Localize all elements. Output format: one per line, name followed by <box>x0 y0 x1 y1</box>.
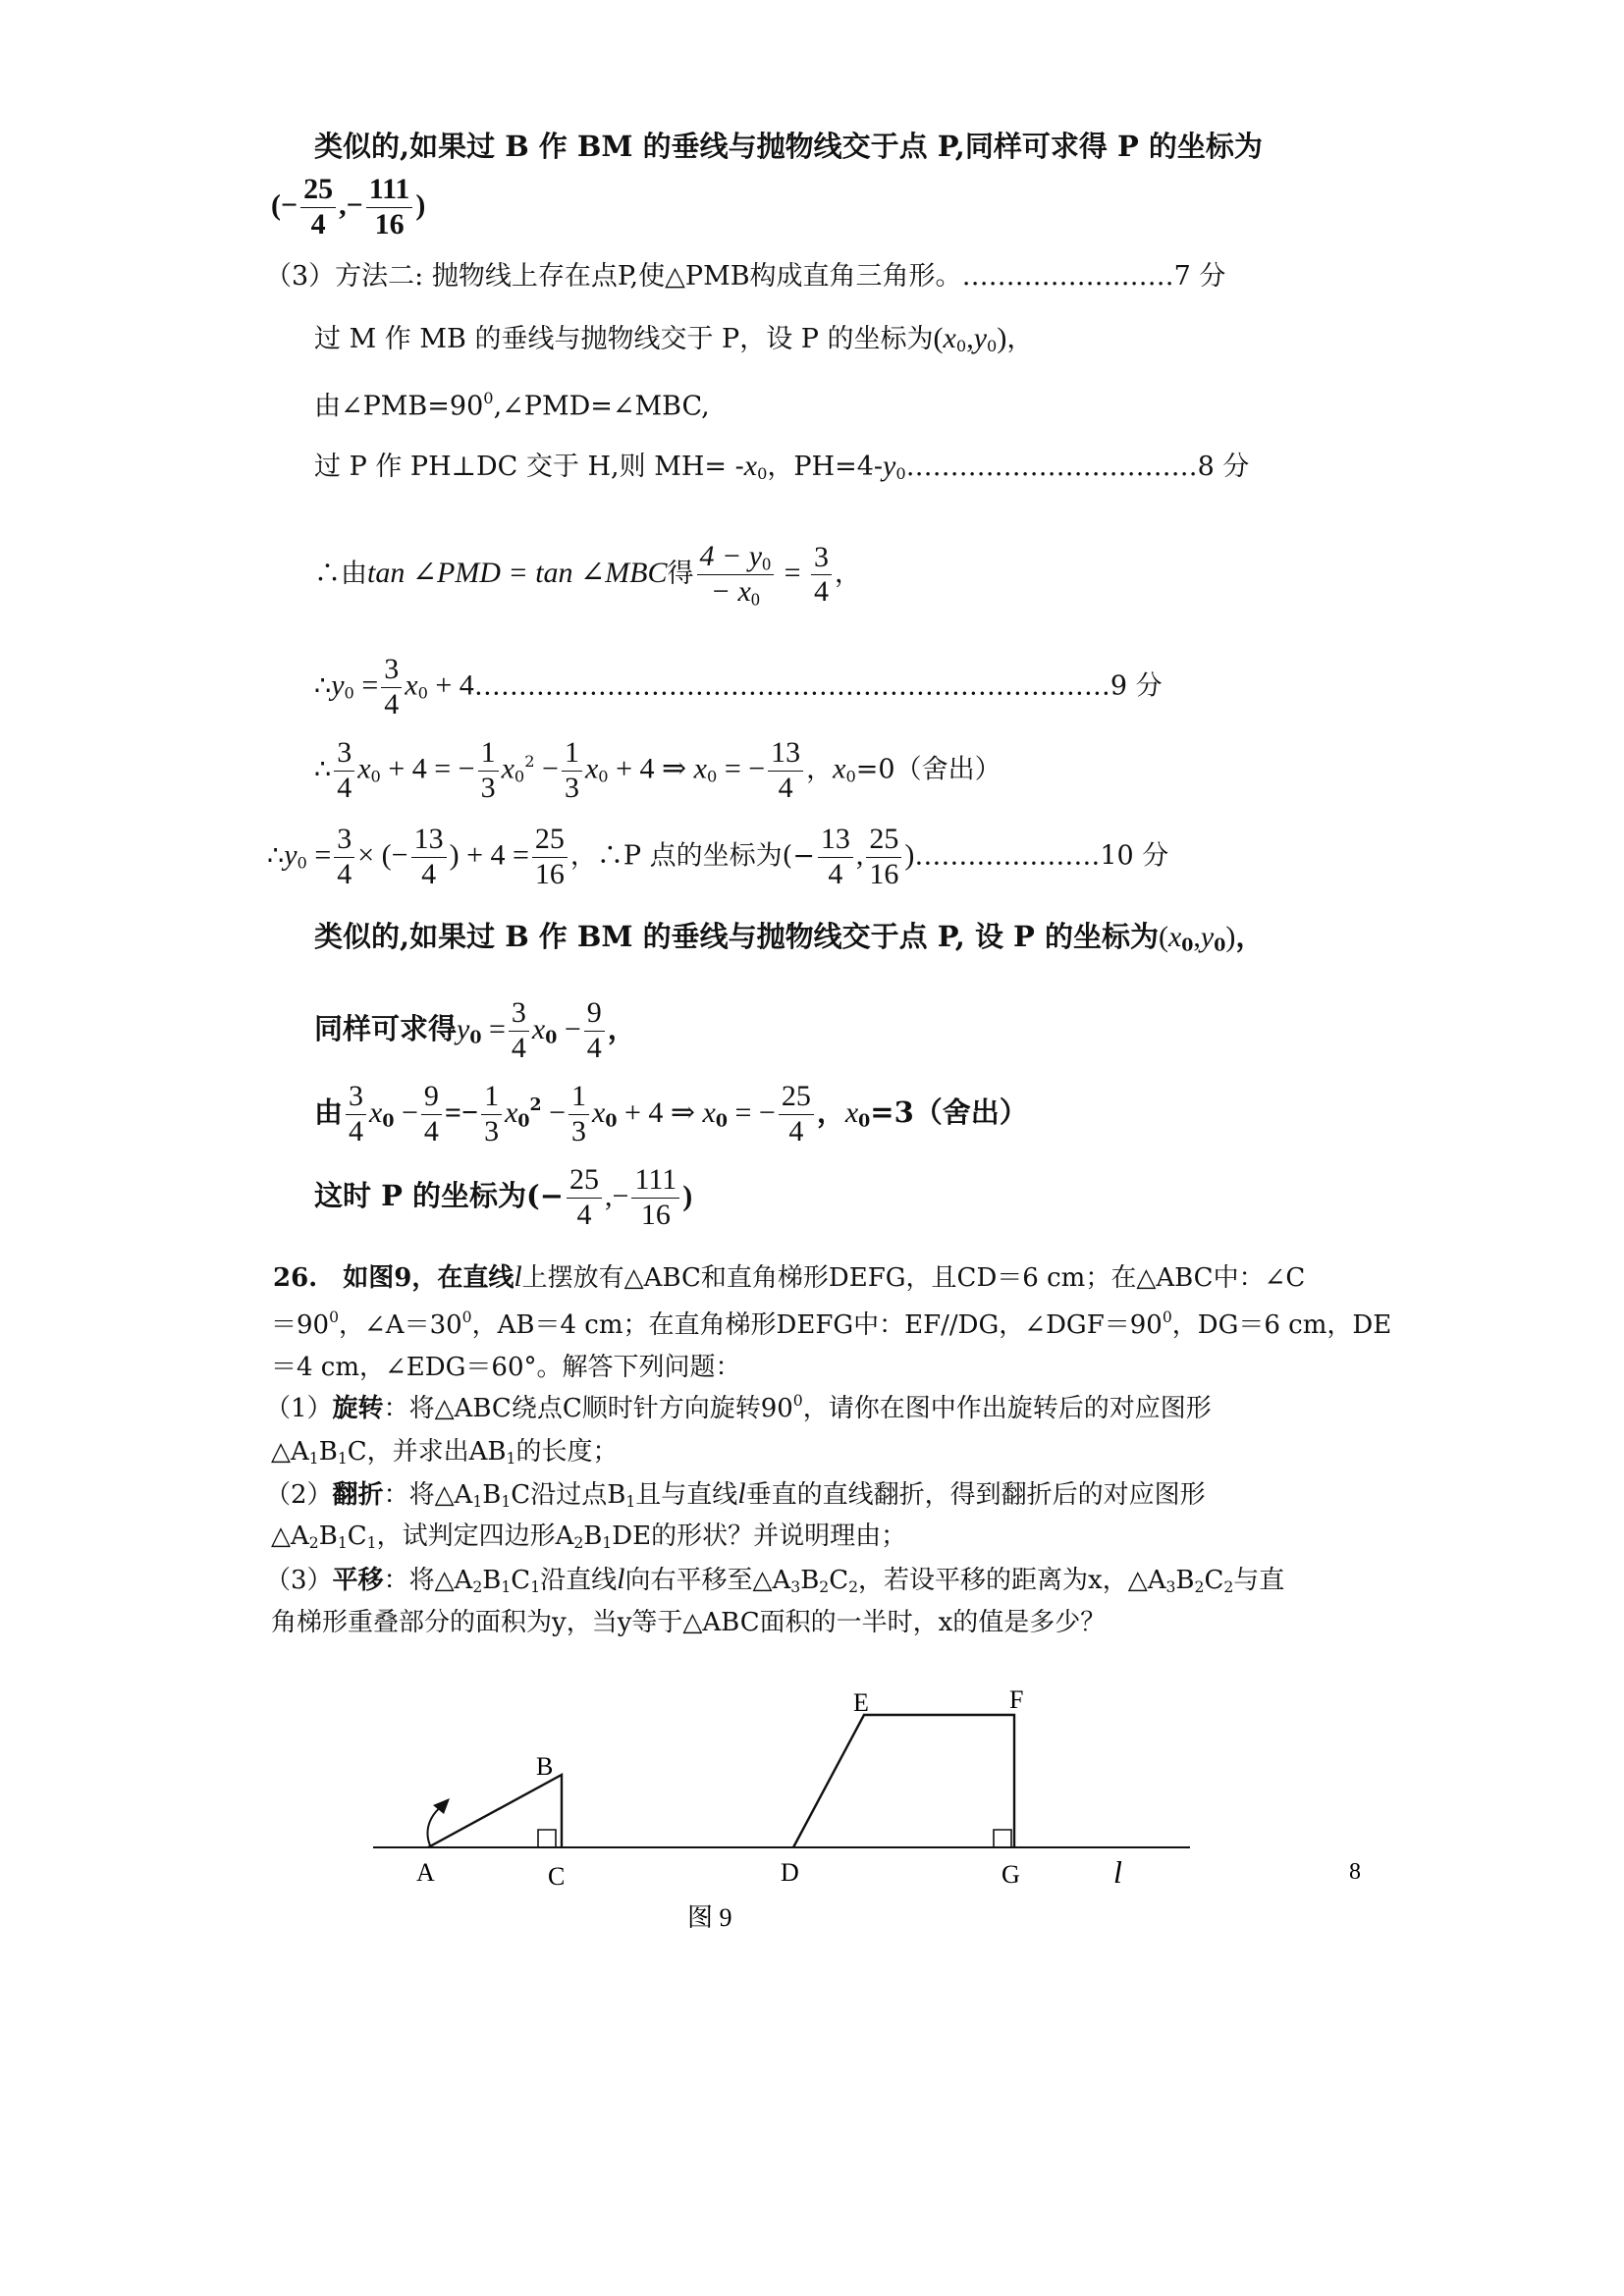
fraction: $\frac{4 - y_0}{- x_0}$ <box>697 540 775 610</box>
label-l: l <box>1113 1854 1122 1890</box>
line-14: 这时 P 的坐标为(− $\frac{25}{4}$ ,− $\frac{111}{16}$ ) <box>314 1163 693 1231</box>
line-5: 由$\angle PMB=90^0,\angle PMD=\angle MBC$, <box>314 389 710 422</box>
label-g: G <box>1001 1860 1020 1889</box>
q26-line-1: 26. 如图9，在直线l上摆放有△ABC和直角梯形DEFG，且CD＝6 cm；在△ABC中：∠C <box>273 1260 1306 1293</box>
leader-dots: ………………… <box>914 840 1101 872</box>
line-4: 过 M 作 MB 的垂线与抛物线交于 P，设 P 的坐标为$(x_0,y_0)$， <box>314 322 1034 356</box>
leader-dots: …………………… <box>961 261 1174 292</box>
leader-dots: ……………………………………………………………… <box>473 670 1110 702</box>
q26-line-5: $\triangle A_1B_1C$，并求出$AB_1$的长度； <box>271 1437 619 1468</box>
q26-line-2: $=90^0$，$\angle A=30^0$，AB＝4 cm；在直角梯形DEFG中：EF//DG，$\angle DGF=90^0$，DG＝6 cm，DE <box>271 1308 1392 1340</box>
q26-line-8: （3）平移：将$\triangle A_2B_1C_1$沿直线l向右平移至$\triangle A_3B_2C_2$，若设平移的距离为x，$\triangle A_3B_2C_2$与直 <box>265 1563 1285 1596</box>
figure-caption: 图 9 <box>687 1903 732 1932</box>
line-1-text: 类似的,如果过 B 作 BM 的垂线与抛物线交于点 P,同样可求得 P 的坐标为 <box>314 130 1263 163</box>
paren-open: ( <box>271 188 281 222</box>
label-e: E <box>853 1688 869 1717</box>
score: 8 分 <box>1197 452 1250 482</box>
fraction: $\frac{111}{16}$ <box>366 173 413 241</box>
line-4-text: 过 M 作 MB 的垂线与抛物线交于 P，设 P 的坐标为 <box>314 324 934 354</box>
fraction: $\frac{3}{4}$ <box>811 541 832 610</box>
line-12: 同样可求得$y_0$ = $\frac{3}{4}$ $x_0$ − $\frac{9}{4}$ ， <box>314 996 636 1064</box>
label-f: F <box>1009 1685 1024 1714</box>
line-6: 过 P 作 PH⊥DC 交于 H,则 $MH= -x_0$，$PH=4-y_0\dots\dots\dots\dots\dots\dots\dots\dots\dots\dots\dots 8$ 分 <box>314 450 1250 484</box>
score: 7 分 <box>1173 261 1226 292</box>
q26-line-4: （1）旋转：将△ABC绕点C顺时针方向旋转$90^0$，请你在图中作出旋转后的对应图形 <box>265 1392 1212 1423</box>
line-3-text: （3）方法二: 抛物线上存在点P,使△PMB构成直角三角形。 <box>265 261 962 292</box>
line-8: $\therefore y_0$ = $\frac{3}{4}$ $x_0$ + 4………………………………………………………………9 分 <box>314 653 1163 721</box>
q26-line-7: $\triangle A_2B_1C_1$，试判定四边形$A_2B_1DE$的形状？并说明理由； <box>271 1522 907 1552</box>
label-d: D <box>781 1858 799 1887</box>
right-angle-mark-c <box>538 1830 556 1847</box>
paren-close: ) <box>415 188 426 222</box>
line-10: $\therefore y_0$ = $\frac{3}{4}$ × (− $\frac{13}{4}$ ) + 4 = $\frac{25}{16}$ ，∴P 点的坐标为(− $\frac{13}{4}$ , $\frac{25}{16}$ )…………………10 分 <box>267 823 1169 890</box>
q26-line-3: ＝4 cm，∠EDG＝60°。解答下列问题： <box>271 1353 741 1382</box>
line-11: 类似的,如果过 B 作 BM 的垂线与抛物线交于点 P, 设 P 的坐标为$(x_0,y_0)$， <box>314 920 1265 956</box>
q26-line-9: 角梯形重叠部分的面积为y，当y等于△ABC面积的一半时，x的值是多少？ <box>271 1608 1107 1637</box>
right-angle-mark-g <box>994 1830 1011 1847</box>
label-c: C <box>548 1862 566 1891</box>
trapezoid-defg <box>793 1715 1014 1847</box>
line-7: ∴由tan ∠PMD = tan ∠MBC得 $\frac{4 - y_0}{- x_0}$ = $\frac{3}{4}$ ， <box>314 540 861 610</box>
label-a: A <box>416 1858 435 1887</box>
score: 9 分 <box>1110 670 1163 702</box>
fraction: $\frac{25}{4}$ <box>300 173 336 241</box>
score: 10 分 <box>1100 840 1169 872</box>
line-2: (− $\frac{25}{4}$ ,− $\frac{111}{16}$ ) <box>271 173 426 240</box>
line-9: ∴ $\frac{3}{4}$ $x_0 + 4$ = − $\frac{1}{3}$ $x_0^2$ − $\frac{1}{3}$ $x_0 + 4$ ⇒ $x_0$ = − $\frac{13}{4}$ ，$x_0=0$（舍出） <box>314 736 1001 804</box>
triangle-abc <box>428 1775 562 1847</box>
page-number: 8 <box>1349 1859 1361 1885</box>
q26-line-6: （2）翻折：将$\triangle A_1B_1C$沿过点$B_1$且与直线l垂直的直线翻折，得到翻折后的对应图形 <box>265 1477 1206 1511</box>
label-b: B <box>536 1752 554 1781</box>
line-13: 由 $\frac{3}{4}$ $x_0$ − $\frac{9}{4}$ =− $\frac{1}{3}$ $x_0^2$ − $\frac{1}{3}$ $x_0 + 4$ ⇒ $x_0$ = − $\frac{25}{4}$ ，$x_0=3$（舍出） <box>314 1080 1028 1148</box>
leader-dots: …………………………… <box>905 452 1198 482</box>
tan-equation: tan ∠PMD = tan ∠MBC <box>367 557 668 590</box>
